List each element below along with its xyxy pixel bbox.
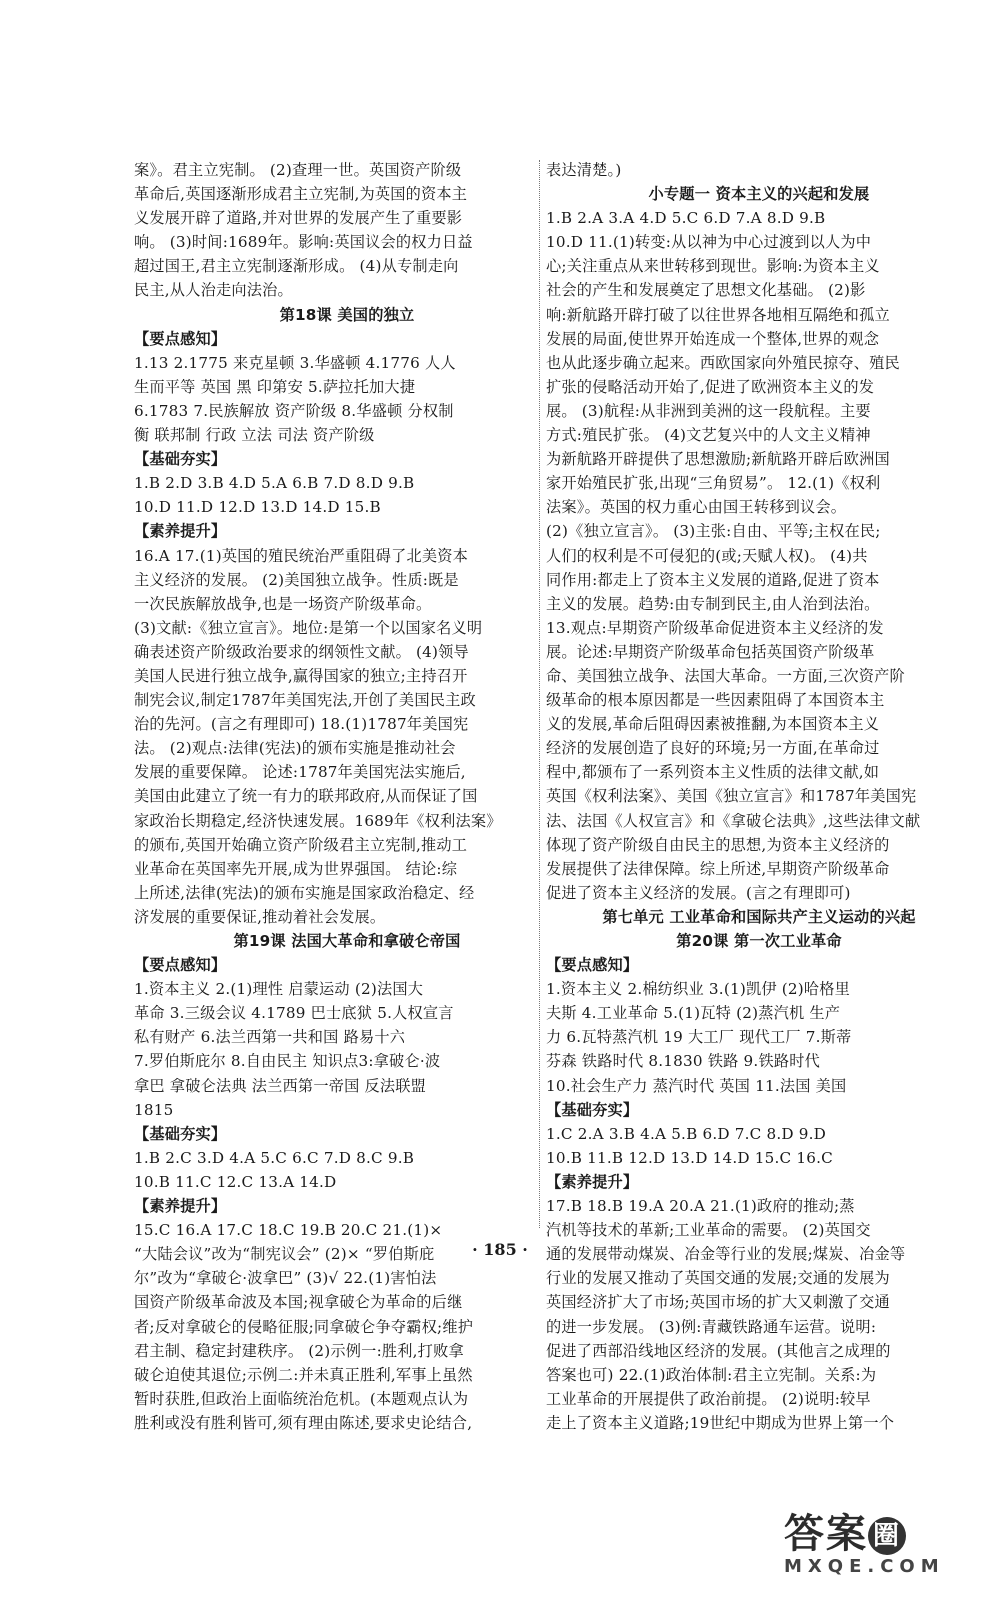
answer-line: 展。论述:早期资产阶级革命包括英国资产阶级革 (546, 642, 875, 661)
answer-line: 衡 联邦制 行政 立法 司法 资产阶级 (134, 426, 375, 445)
answer-line: 促进了资本主义经济的发展。(言之有理即可) (546, 883, 851, 902)
answer-line: 胜利或没有胜利皆可,须有理由陈述,要求史论结合, (134, 1413, 473, 1432)
lesson-title: 第18课 美国的独立 (279, 305, 415, 324)
answer-line: 答案也可) 22.(1)政治体制:君主立宪制。关系:为 (546, 1365, 877, 1384)
answer-line: 发展提供了法律保障。综上所述,早期资产阶级革命 (546, 859, 890, 878)
answer-line: 私有财产 6.法兰西第一共和国 路易十六 (134, 1028, 406, 1047)
answer-line: 表达清楚。) (546, 161, 622, 179)
answer-line: 确表述资产阶级政治要求的纲领性文献。 (4)领导 (134, 642, 469, 661)
answer-line: 同作用:都走上了资本主义发展的道路,促进了资本 (546, 570, 880, 589)
answer-line: 展。 (3)航程:从非洲到美洲的这一段航程。主要 (546, 401, 871, 420)
answer-line: 心;关注重点从来世转移到现世。影响:为资本主义 (546, 257, 880, 276)
answer-line: 汽机等技术的革新;工业革命的需要。 (2)英国交 (546, 1221, 871, 1240)
answer-line: 民主,从人治走向法治。 (134, 281, 293, 300)
answer-line: 级革命的根本原因都是一些因素阻碍了本国资本主 (546, 691, 885, 710)
answer-line: 走上了资本主义道路;19世纪中期成为世界上第一个 (546, 1413, 895, 1432)
answer-line: 者;反对拿破仑的侵略征服;同拿破仑争夺霸权;维护 (134, 1317, 474, 1336)
answer-line: 主义经济的发展。 (2)美国独立战争。性质:既是 (134, 570, 459, 589)
answer-line: 15.C 16.A 17.C 18.C 19.B 20.C 21.(1)× (134, 1221, 443, 1240)
answer-line: 上所述,法律(宪法)的颁布实施是国家政治稳定、经 (134, 883, 475, 902)
answer-line: 1.资本主义 2.(1)理性 启蒙运动 (2)法国大 (134, 980, 424, 999)
lesson-title: 小专题一 资本主义的兴起和发展 (648, 185, 870, 204)
answer-line: 革命后,英国逐渐形成君主立宪制,为英国的资本主 (134, 185, 468, 204)
answer-line: 响:新航路开辟打破了以往世界各地相互隔绝和孤立 (546, 305, 890, 324)
lesson-title: 第19课 法国大革命和拿破仑帝国 (233, 932, 461, 950)
column-divider (539, 160, 540, 1228)
answer-line: 为新航路开辟提供了思想激励;新航路开辟后欧洲国 (546, 450, 890, 469)
answer-line: 体现了资产阶级自由民主的思想,为资本主义经济的 (546, 835, 890, 854)
answer-line: 人们的权利是不可侵犯的(或;天赋人权)。 (4)共 (546, 546, 868, 565)
answer-line: 法、法国《人权宣言》和《拿破仑法典》,这些法律文献 (546, 811, 921, 830)
answer-line: 10.D 11.D 12.D 13.D 14.D 15.B (134, 498, 381, 517)
section-heading: 【素养提升】 (546, 1172, 639, 1191)
answer-line: (3)文献:《独立宣言》。地位:是第一个以国家名义明 (134, 618, 483, 637)
answer-line: 方式:殖民扩张。 (4)文艺复兴中的人文主义精神 (546, 426, 871, 445)
answer-line: 命、美国独立战争、法国大革命。一方面,三次资产阶 (546, 666, 905, 685)
answer-line: 革命 3.三级会议 4.1789 巴士底狱 5.人权宣言 (134, 1004, 454, 1023)
answer-line: 响。 (3)时间:1689年。影响:英国议会的权力日益 (134, 233, 473, 252)
watermark-logo-text: 答案 圈 (784, 1512, 974, 1556)
section-heading: 【素养提升】 (134, 1197, 227, 1216)
answer-line: 拿巴 拿破仑法典 法兰西第一帝国 反法联盟 (134, 1076, 427, 1095)
answer-line: 尔”改为“拿破仑·波拿巴” (3)√ 22.(1)害怕法 (134, 1269, 437, 1288)
answer-line: 法。 (2)观点:法律(宪法)的颁布实施是推动社会 (134, 739, 456, 758)
answer-line: 17.B 18.B 19.A 20.A 21.(1)政府的推动;蒸 (546, 1197, 855, 1216)
answer-line: 扩张的侵略活动开始了,促进了欧洲资本主义的发 (546, 377, 875, 396)
answer-line: 夫斯 4.工业革命 5.(1)瓦特 (2)蒸汽机 生产 (546, 1004, 841, 1023)
answer-line: 10.B 11.B 12.D 13.D 14.D 15.C 16.C (546, 1148, 833, 1167)
answer-line: 义的发展,革命后阻碍因素被推翻,为本国资本主义 (546, 715, 880, 734)
answer-line: 超过国王,君主立宪制逐渐形成。 (4)从专制走向 (134, 257, 459, 276)
answer-line: 破仑迫使其退位;示例二:并未真正胜利,军事上虽然 (134, 1365, 473, 1384)
answer-line: 英国经济扩大了市场;英国市场的扩大又刺激了交通 (546, 1293, 890, 1312)
watermark-logo (784, 1512, 974, 1582)
lesson-title: 第七单元 工业革命和国际共产主义运动的兴起 (602, 907, 916, 926)
answer-line: 1.13 2.1775 来克星顿 3.华盛顿 4.1776 人人 (134, 353, 456, 372)
answer-line: 1.B 2.A 3.A 4.D 5.C 6.D 7.A 8.D 9.B (546, 209, 826, 228)
answer-line: 主义的发展。趋势:由专制到民主,由人治到法治。 (546, 594, 880, 613)
section-heading: 【要点感知】 (546, 956, 639, 975)
answer-line: 程中,都颁布了一系列资本主义性质的法律文献,如 (546, 763, 880, 782)
answer-line: 案》。君主立宪制。 (2)查理一世。英国资产阶级 (134, 161, 462, 179)
answer-line: 法案》。英国的权力重心由国王转移到议会。 (546, 498, 847, 517)
answer-line: 1.B 2.C 3.D 4.A 5.C 6.C 7.D 8.C 9.B (134, 1148, 415, 1167)
answer-line: 发展的重要保障。 论述:1787年美国宪法实施后, (134, 763, 466, 782)
answer-line: 业革命在英国率先开展,成为世界强国。 结论:综 (134, 859, 458, 878)
section-heading: 【基础夯实】 (546, 1100, 639, 1119)
answer-line: 7.罗伯斯庇尔 8.自由民主 知识点3:拿破仑·波 (134, 1052, 441, 1071)
answer-line: 通的发展带动煤炭、冶金等行业的发展;煤炭、冶金等 (546, 1245, 906, 1264)
answer-line: 16.A 17.(1)英国的殖民统治严重阻碍了北美资本 (134, 546, 469, 565)
page-number: · 185 · (472, 1240, 528, 1259)
lesson-title: 第20课 第一次工业革命 (676, 932, 842, 950)
answer-line: 经济的发展创造了良好的环境;另一方面,在革命过 (546, 739, 880, 758)
answer-line: 治的先河。(言之有理即可) 18.(1)1787年美国宪 (134, 715, 469, 734)
answer-line: 6.1783 7.民族解放 资产阶级 8.华盛顿 分权制 (134, 401, 454, 420)
answer-line: 家政治长期稳定,经济快速发展。1689年《权利法案》 (134, 811, 502, 830)
answer-line: 1815 (134, 1100, 174, 1119)
answer-line: 生而平等 英国 黑 印第安 5.萨拉托加大捷 (134, 377, 416, 396)
answer-line: 美国由此建立了统一有力的联邦政府,从而保证了国 (134, 787, 478, 806)
section-heading: 【要点感知】 (134, 329, 227, 348)
answer-line: 工业革命的开展提供了政治前提。 (2)说明:较早 (546, 1389, 871, 1408)
watermark-site: MXQE.COM (784, 1556, 945, 1577)
answer-line: 义发展开辟了道路,并对世界的发展产生了重要影 (134, 209, 463, 228)
answer-line: 一次民族解放战争,也是一场资产阶级革命。 (134, 594, 432, 613)
section-heading: 【要点感知】 (134, 956, 227, 975)
answer-line: 济发展的重要保证,推动着社会发展。 (134, 907, 386, 926)
answer-line: 力 6.瓦特蒸汽机 19 大工厂 现代工厂 7.斯蒂 (546, 1028, 852, 1047)
answer-line: 社会的产生和发展奠定了思想文化基础。 (2)影 (546, 281, 866, 300)
answer-line: 芬森 铁路时代 8.1830 铁路 9.铁路时代 (546, 1052, 820, 1071)
answer-line: 10.社会生产力 蒸汽时代 英国 11.法国 美国 (546, 1076, 847, 1095)
answer-line: 行业的发展又推动了英国交通的发展;交通的发展为 (546, 1269, 890, 1288)
answer-line: 1.C 2.A 3.B 4.A 5.B 6.D 7.C 8.D 9.D (546, 1124, 827, 1143)
section-heading: 【基础夯实】 (134, 1124, 227, 1143)
answer-line: 英国《权利法案》、美国《独立宣言》和1787年美国宪 (546, 787, 917, 806)
answer-line: (2)《独立宣言》。 (3)主张:自由、平等;主权在民; (546, 522, 881, 541)
answer-line: 10.B 11.C 12.C 13.A 14.D (134, 1172, 337, 1191)
answer-line: 美国人民进行独立战争,赢得国家的独立;主持召开 (134, 666, 468, 685)
section-heading: 【素养提升】 (134, 522, 227, 541)
answer-line: 13.观点:早期资产阶级革命促进资本主义经济的发 (546, 618, 884, 637)
answer-line: 的进一步发展。 (3)例:青藏铁路通车运营。说明: (546, 1317, 877, 1336)
answer-line: 暂时获胜,但政治上面临统治危机。(本题观点认为 (134, 1389, 469, 1408)
answer-line: “大陆会议”改为“制宪议会” (2)× “罗伯斯庇 (134, 1245, 435, 1264)
answer-line: 1.B 2.D 3.B 4.D 5.A 6.B 7.D 8.D 9.B (134, 474, 415, 493)
answer-line: 也从此逐步确立起来。西欧国家向外殖民掠夺、殖民 (546, 353, 900, 372)
answer-line: 国资产阶级革命波及本国;视拿破仑为革命的后继 (134, 1293, 463, 1312)
answer-line: 发展的局面,使世界开始连成一个整体,世界的观念 (546, 329, 880, 348)
answer-line: 促进了西部沿线地区经济的发展。(其他言之成理的 (546, 1341, 891, 1360)
answer-line: 制宪会议,制定1787年美国宪法,开创了美国民主政 (134, 691, 476, 710)
answer-line: 家开始殖民扩张,出现“三角贸易”。 12.(1)《权利 (546, 474, 881, 493)
answer-line: 的颁布,英国开始确立资产阶级君主立宪制,推动工 (134, 835, 468, 854)
answer-line: 君主制、稳定封建秩序。 (2)示例一:胜利,打败拿 (134, 1341, 464, 1360)
section-heading: 【基础夯实】 (134, 450, 227, 469)
answer-line: 1.资本主义 2.棉纺织业 3.(1)凯伊 (2)哈格里 (546, 980, 851, 999)
answer-line: 10.D 11.(1)转变:从以神为中心过渡到以人为中 (546, 233, 872, 252)
